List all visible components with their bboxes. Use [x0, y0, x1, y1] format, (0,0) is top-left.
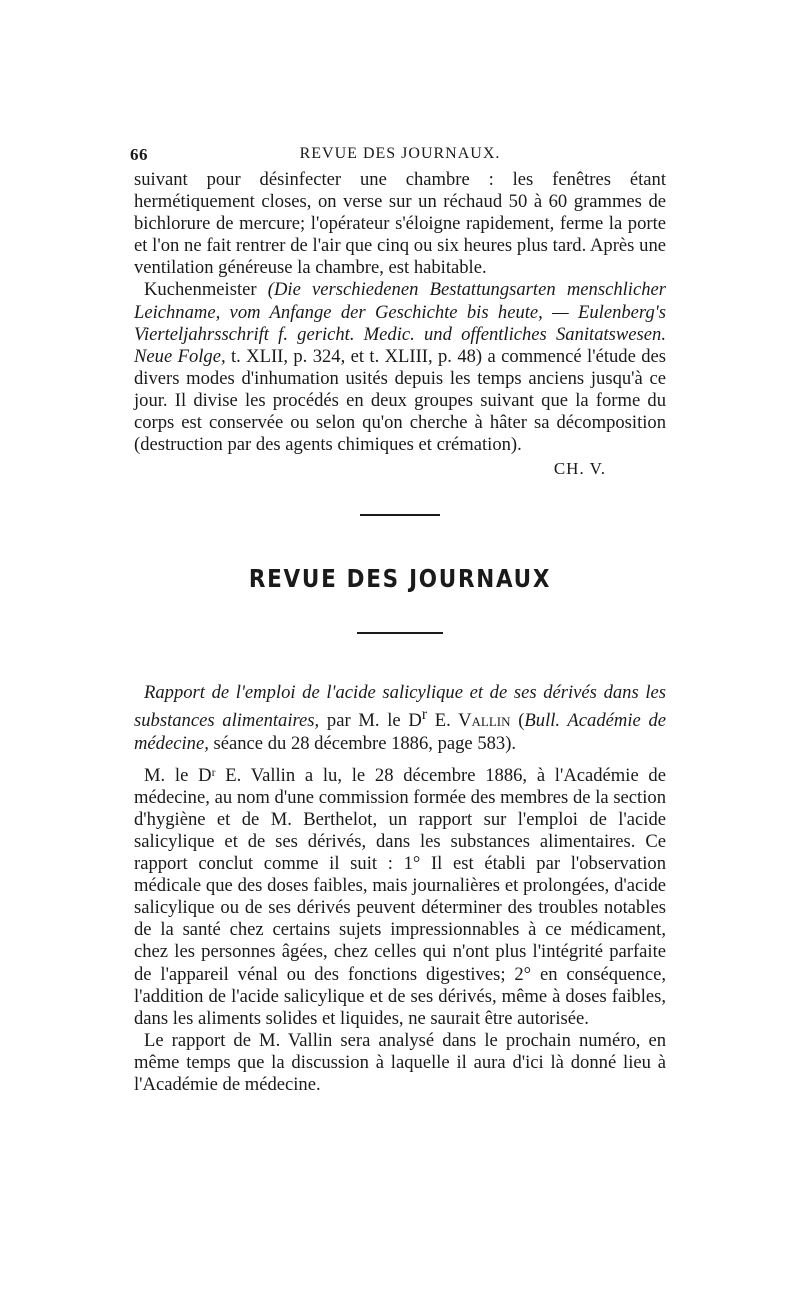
citation-title: (Die verschiedenen Bestattungsarten menschlicher Leichname, vom Anfange der Geschichte bis heute, — Eulenberg's Vierteljahrsschrift f. gericht. Medic. und offentliches Sanitatswesen. Neue Folge,: [134, 279, 666, 367]
article-ref-author-prefix: par M. le D: [319, 710, 422, 732]
divider-rule: [360, 514, 440, 516]
article-ref-author-name: E. Vallin: [427, 710, 511, 732]
section-title: REVUE DES JOURNAUX: [248, 564, 552, 594]
article-ref-title: Rapport de l'emploi de l'acide salicylique et de ses dérivés dans les substances alimentaires,: [134, 682, 666, 732]
prev-article-paragraph-2: [134, 279, 666, 456]
page-number: 66: [130, 145, 148, 164]
citation-rest: t. XLII, p. 324, et t. XLIII, p. 48) a commencé l'étude des divers modes d'inhumation usités depuis les temps anciens jusqu'à ce jour. Il divise les procédés en deux groupes suivant que la forme du corps est conservée ou selon qu'on cherche à hâter sa décomposition (destruction par des agents chimiques et crémation).: [134, 345, 666, 456]
article-reference: [134, 682, 666, 754]
divider-rule: [357, 632, 443, 634]
article-ref-source-open: (: [510, 710, 525, 732]
running-title: REVUE DES JOURNAUX.: [299, 145, 501, 162]
author-name: Kuchenmeister: [144, 279, 268, 301]
article-ref-source-rest: séance du 28 décembre 1886, page 583).: [208, 732, 517, 754]
running-head: [130, 143, 666, 169]
article-ref-source: Bull. Académie de médecine,: [134, 710, 666, 754]
article-paragraph-2: Le rapport de M. Vallin sera analysé dans le prochain numéro, en même temps que la discussion à laquelle il aura d'ici là donné lieu à l'Académie de médecine.: [134, 1029, 666, 1095]
prev-article-paragraph-1: suivant pour désinfecter une chambre : les fenêtres étant hermétiquement closes, on verse sur un réchaud 50 à 60 grammes de bichlorure de mercure; l'opérateur s'éloigne rapidement, ferme la porte et l'on ne fait rentrer de l'air que cinq ou six heures plus tard. Après une ventilation généreuse la chambre, est habitable.: [134, 169, 666, 279]
article-paragraph-1: M. le Dʳ E. Vallin a lu, le 28 décembre 1886, à l'Académie de médecine, au nom d'une commission formée des membres de la section d'hygiène et de M. Berthelot, un rapport sur l'emploi de l'acide salicylique et de ses dérivés, dans les substances alimentaires. Ce rapport conclut comme il suit : 1° Il est établi par l'observation médicale que des doses faibles, mais journalières et prolongées, d'acide salicylique ou de ses dérivés peuvent déterminer des troubles notables de la santé chez certains sujets impressionnables à ce médicament, chez les personnes âgées, chez celles qui n'ont plus l'intégrité parfaite de l'appareil vénal ou des fonctions digestives; 2° en conséquence, l'addition de l'acide salicylique et de ses dérivés, même à doses faibles, dans les aliments solides et liquides, ne saurait être autorisée.: [134, 764, 666, 1029]
article-body: [134, 765, 666, 1096]
signature: CH. V.: [553, 459, 606, 479]
page: [130, 143, 666, 1096]
article-ref-author-sup: r: [421, 706, 427, 724]
